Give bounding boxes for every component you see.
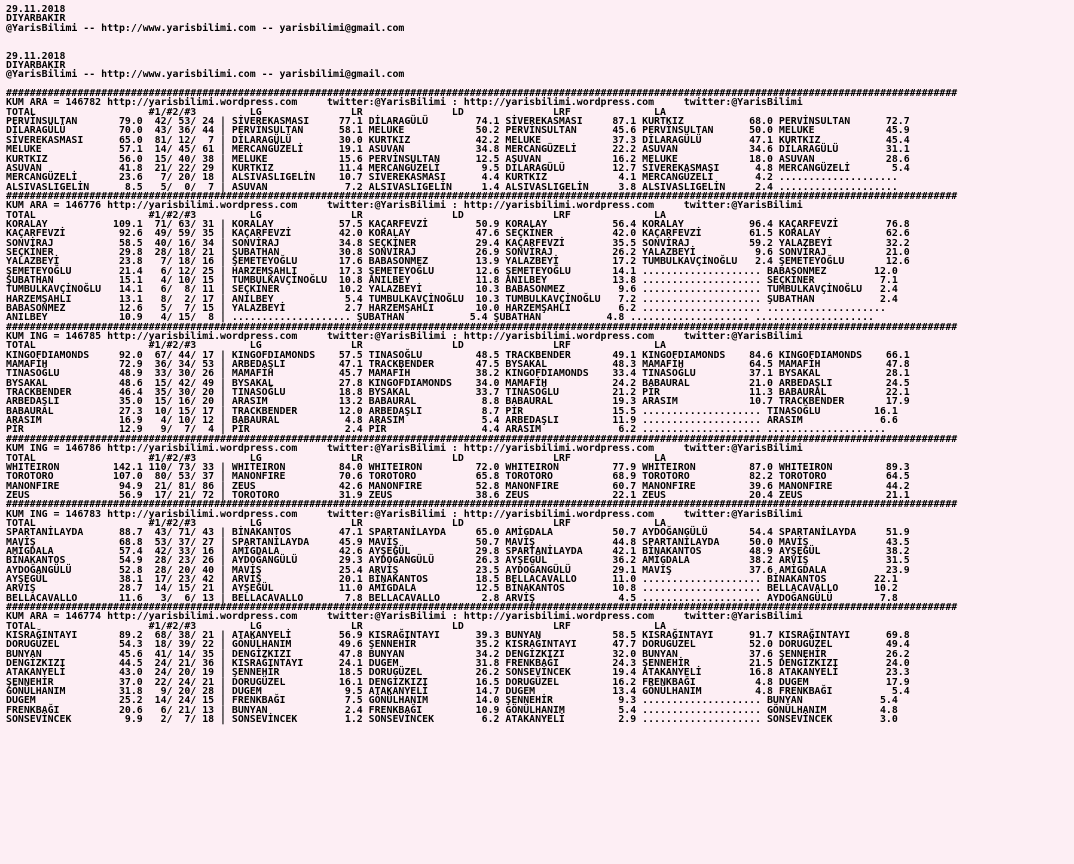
result-row: TUMBULKAVÇİNOĞLU 14.1 6/ 8/ 11 | SEÇKİNER 10.2 YALAZBEYİ 10.3 BABASONMEZ 9.6 .................... TUMBULKAVÇİNOĞLU 2.4 — [6, 284, 898, 296]
result-row: ŞEMETEYOĞLU 21.4 6/ 12/ 25 | HARZEMŞAHLI 17.3 ŞEMETEYOĞLU 12.6 ŞEMETEYOĞLU 14.1 .................... BABASONMEZ 12.0 — [6, 265, 898, 277]
result-row: MAMAFİH 72.9 36/ 34/ 53 | ARBEDAŞLI 47.1 TRACKBENDER 47.5 BYSAKAL 48.3 MAMAFİH 64.5 MAMAFİH 47.8 — [6, 359, 910, 371]
result-row: ARVİŞ 28.7 14/ 15/ 21 | AYŞEGÜL 11.0 AMİGDALA 12.5 BİNAKANTOS 10.8 .................... BELLACAVALLO 10.2 — [6, 583, 898, 595]
result-row: AYDOĞANGÜLÜ 52.8 28/ 20/ 40 | MAVİŞ 25.4 ARVİŞ 23.5 AYDOĞANGÜLÜ 29.1 MAVİŞ 37.6 AMİGDALA 23.9 — [6, 564, 910, 576]
result-row: PİR 12.9 9/ 7/ 4 | PİR 2.4 PİR 4.4 ARASIM 6.2 .................... .................... — [6, 424, 886, 436]
result-row: KURTKIZ 56.0 15/ 40/ 38 | MELUKE 15.6 PERVİNSULTAN 12.5 ASUVAN 16.2 MELUKE 18.0 ASUVAN 28.6 — [6, 153, 910, 165]
result-row: MAVİŞ 68.8 53/ 37/ 27 | SPARTANİLAYDA 45.9 MAVİŞ 50.7 MAVİŞ 44.8 SPARTANİLAYDA 50.0 MAVİŞ 43.5 — [6, 536, 910, 548]
result-row: FRENKBAĞI 20.6 6/ 21/ 13 | BUNYAN 2.4 FRENKBAĞI 10.9 GÖNÜLHANIM 5.4 .................... GÖNÜLHANIM 4.8 — [6, 704, 898, 716]
result-row: ZEUS 56.9 17/ 21/ 72 | TOROTORO 31.9 ZEUS 38.6 ZEUS 22.1 ZEUS 20.4 ZEUS 21.1 — [6, 489, 910, 501]
separator-line: ################################################################################################################################################################ — [6, 499, 958, 511]
result-row: MANONFIRE 94.9 21/ 81/ 86 | ZEUS 42.6 MANONFIRE 52.8 MANONFIRE 60.7 MANONFIRE 39.6 MANONFIRE 44.2 — [6, 480, 910, 492]
result-row: KAÇARFEVZİ 92.6 49/ 59/ 35 | KAÇARFEVZİ 42.0 KORALAY 47.6 SEÇKİNER 42.0 KAÇARFEVZİ 61.5 KORALAY 62.6 — [6, 228, 910, 240]
separator-line: ################################################################################################################################################################ — [6, 190, 958, 202]
result-row: BELLACAVALLO 11.6 3/ 6/ 13 | BELLACAVALLO 7.8 BELLACAVALLO 2.8 ARVİŞ 4.5 .................... AYDOĞANGÜLÜ 7.8 — [6, 592, 898, 604]
result-row: SONVİRAJ 58.5 40/ 16/ 34 | SONVİRAJ 34.8 SEÇKİNER 29.4 KAÇARFEVZİ 35.5 SONVİRAJ 59.2 YALAZBEYİ 32.2 — [6, 237, 910, 249]
column-header: TOTAL #1/#2/#3 LG LR LD LRF LA — [6, 340, 666, 352]
result-row: SPARTANİLAYDA 88.7 43/ 71/ 43 | BİNAKANTOS 47.1 SPARTANİLAYDA 65.0 AMİGDALA 50.7 AYDOĞANGÜLÜ 54.4 SPARTANİLAYDA 51.9 — [6, 527, 910, 539]
result-row: ASUVAN 41.8 21/ 22/ 29 | KURTKIZ 11.4 MERCANGÜZELİ 9.5 DİLARAGÜLÜ 12.7 SİVEREKASMASI 4.8 MERCANGÜZELİ 5.4 — [6, 162, 910, 174]
result-row: SEÇKİNER 29.8 28/ 18/ 21 | ŞUBATHAN 30.8 SONVİRAJ 26.9 SONVİRAJ 26.2 YALAZBEYİ 9.6 SONVİRAJ 21.0 — [6, 246, 910, 258]
text-line: 29.11.2018 — [6, 5, 66, 15]
result-row: AYŞEGÜL 38.1 17/ 23/ 42 | ARVİŞ 20.1 BİNAKANTOS 18.5 BELLACAVALLO 11.0 .................... BİNAKANTOS 22.1 — [6, 573, 898, 585]
result-row: DENGİZKIZI 44.5 24/ 21/ 36 | KISRAĞINTAYI 24.1 DUGEM 31.8 FRENKBAĞI 24.3 ŞENNEHİR 21.5 DENGİZKIZI 24.0 — [6, 658, 910, 670]
column-header: TOTAL #1/#2/#3 LG LR LD LRF LA — [6, 209, 666, 221]
result-row: TRACKBENDER 46.4 35/ 30/ 20 | TINASOĞLU 18.8 BYSAKAL 33.7 TINASOĞLU 21.2 PİR 11.3 BABAURAL 22.1 — [6, 387, 910, 399]
result-row: KINGOFDIAMONDS 92.0 67/ 44/ 17 | KINGOFDIAMONDS 57.5 TINASOĞLU 48.5 TRACKBENDER 49.1 KINGOFDIAMONDS 84.6 KINGOFDIAMONDS 66.1 — [6, 349, 910, 361]
race-header: KUM ING = 146783 http://yarisbilimi.wordpress.com twitter:@YarisBilimi : http://yarisbilimi.wordpress.com twitter:@YarisBilimi — [6, 508, 803, 520]
text-line: @YarisBilimi -- http://www.yarisbilimi.com -- yarisbilimi@gmail.com — [6, 69, 405, 81]
result-row: BYSAKAL 48.6 15/ 42/ 49 | BYSAKAL 27.8 KINGOFDIAMONDS 34.0 MAMAFİH 24.2 BABAURAL 21.0 ARBEDAŞLI 24.5 — [6, 377, 910, 389]
result-row: KISRAĞINTAYI 89.2 68/ 38/ 21 | ATAKANYELİ 56.9 KISRAĞINTAYI 39.3 BUNYAN 58.5 KISRAĞINTAYI 91.7 KISRAĞINTAYI 69.8 — [6, 630, 910, 642]
result-row: BİNAKANTOS 54.9 28/ 23/ 26 | AYDOĞANGÜLÜ 29.3 AYDOĞANGÜLÜ 26.3 AYŞEGÜL 36.2 AMİGDALA 38.2 ARVİŞ 31.5 — [6, 555, 910, 567]
race-header: KUM ARA = 146774 http://yarisbilimi.wordpress.com twitter:@YarisBilimi : http://yarisbilimi.wordpress.com twitter:@YarisBilimi — [6, 611, 803, 623]
result-row: BABASONMEZ 12.6 5/ 7/ 15 | YALAZBEYİ 2.7 HARZEMŞAHLI 10.0 HARZEMŞAHLI 6.2 .................... .................... — [6, 303, 886, 314]
result-row: YALAZBEYİ 23.8 7/ 18/ 16 | ŞEMETEYOĞLU 17.6 BABASONMEZ 13.9 YALAZBEYİ 17.2 TUMBULKAVÇİNOĞLU 2.4 ŞEMETEYOĞLU 12.6 — [6, 256, 910, 268]
result-row: TINASOĞLU 48.9 33/ 30/ 26 | MAMAFİH 45.7 MAMAFİH 38.2 KINGOFDIAMONDS 33.4 TINASOĞLU 37.1 BYSAKAL 28.1 — [6, 368, 910, 380]
result-row: ARBEDAŞLI 35.0 15/ 16/ 20 | ARASIM 13.2 BABAURAL 8.8 BABAURAL 19.3 ARASIM 10.7 TRACKBENDER 17.9 — [6, 396, 910, 408]
result-row: ALSIVASLIGELİN 8.5 5/ 0/ 7 | ASUVAN 7.2 ALSIVASLIGELİN 1.4 ALSIVASLIGELİN 3.8 ALSIVASLIGELİN 2.4 .................... — [6, 181, 898, 193]
document-text — [6, 5, 1072, 724]
result-row: BABAURAL 27.3 10/ 15/ 17 | TRACKBENDER 12.0 ARBEDAŞLI 8.7 PİR 15.5 .................... TINASOĞLU 16.1 — [6, 405, 898, 417]
result-row: DİLARAGÜLÜ 70.0 43/ 36/ 44 | PERVİNSULTAN 58.1 MELUKE 50.2 PERVİNSULTAN 45.6 PERVİNSULTAN 50.0 MELUKE 45.9 — [6, 125, 910, 137]
result-row: KORALAY 109.1 71/ 63/ 31 | KORALAY 57.5 KAÇARFEVZİ 50.9 KORALAY 56.4 KORALAY 96.4 KAÇARFEVZİ 76.8 — [6, 218, 910, 230]
result-row: AMİGDALA 57.4 42/ 33/ 16 | AMİGDALA 42.6 AYŞEGÜL 29.8 SPARTANİLAYDA 42.1 BİNAKANTOS 48.9 AYŞEGÜL 38.2 — [6, 545, 910, 557]
result-row: ARASIM 16.9 4/ 10/ 12 | BABAURAL 4.8 ARASIM 5.4 ARBEDAŞLI 11.9 .................... ARASIM 6.6 — [6, 415, 898, 427]
result-row: GÖNÜLHANIM 31.8 9/ 20/ 28 | DUGEM 9.5 ATAKANYELİ 14.7 DUGEM 13.4 GÖNÜLHANIM 4.8 FRENKBAĞI 5.4 — [6, 686, 910, 698]
result-row: PERVİNSULTAN 79.0 42/ 53/ 24 | SİVEREKASMASI 77.1 DİLARAGÜLÜ 74.1 SİVEREKASMASI 87.1 KURTKIZ 68.0 PERVİNSULTAN 72.7 — [6, 116, 910, 128]
result-row: DUGEM 25.2 14/ 24/ 15 | FRENKBAĞI 7.5 GÖNÜLHANIM 14.0 ŞENNEHİR 9.3 .................... BUNYAN 5.4 — [6, 695, 898, 707]
result-row: TOROTORO 107.0 80/ 53/ 37 | MANONFIRE 70.6 TOROTORO 65.8 TOROTORO 68.9 TOROTORO 82.2 TOROTORO 64.5 — [6, 471, 910, 483]
race-header: KUM ARA = 146776 http://yarisbilimi.wordpress.com twitter:@YarisBilimi : http://yarisbilimi.wordpress.com twitter:@YarisBilimi — [6, 200, 803, 212]
column-header: TOTAL #1/#2/#3 LG LR LD LRF LA — [6, 517, 666, 529]
race-header: KUM ING = 146786 http://yarisbilimi.wordpress.com twitter:@YarisBilimi : http://yarisbilimi.wordpress.com twitter:@YarisBilimi — [6, 443, 803, 455]
race-header: KUM ARA = 146782 http://yarisbilimi.wordpress.com twitter:@YarisBilimi : http://yarisbilimi.wordpress.com twitter:@YarisBilimi — [6, 97, 803, 109]
column-header: TOTAL #1/#2/#3 LG LR LD LRF LA — [6, 106, 666, 118]
result-row: MERCANGÜZELİ 23.6 7/ 20/ 18 | ALSIVASLIGELİN 10.7 SİVEREKASMASI 4.4 KURTKIZ 4.1 MERCANGÜZELİ 4.2 .................... — [6, 172, 898, 184]
result-row: HARZEMŞAHLI 13.1 8/ 2/ 17 | ANILBEY 5.4 TUMBULKAVÇİNOĞLU 10.3 TUMBULKAVÇİNOĞLU 7.2 .................... ŞUBATHAN 2.4 — [6, 293, 898, 305]
result-row: DORUGÜZEL 54.3 18/ 39/ 22 | GÖNÜLHANIM 49.6 ŞENNEHİR 35.2 KISRAĞINTAYI 47.7 DORUGÜZEL 52.0 DORUGÜZEL 49.4 — [6, 639, 910, 651]
column-header: TOTAL #1/#2/#3 LG LR LD LRF LA — [6, 620, 666, 632]
result-row: ŞUBATHAN 15.1 4/ 10/ 15 | TUMBULKAVÇİNOĞLU 10.8 ANILBEY 11.8 ANILBEY 13.8 .................... SEÇKİNER 7.1 — [6, 274, 898, 286]
text-line: DIYARBAKIR — [6, 60, 66, 72]
result-row: BUNYAN 45.6 41/ 14/ 35 | DENGİZKIZI 47.8 BUNYAN 34.2 DENGİZKIZI 32.0 BUNYAN 37.6 ŞENNEHİR 26.2 — [6, 648, 910, 660]
separator-line: ################################################################################################################################################################ — [6, 88, 958, 100]
separator-line: ################################################################################################################################################################ — [6, 321, 958, 333]
text-line: DIYARBAKIR — [6, 13, 66, 25]
result-row: SONSEVİNCEK 9.9 2/ 7/ 18 | SONSEVİNCEK 1.2 SONSEVİNCEK 6.2 ATAKANYELİ 2.9 .................... SONSEVİNCEK 3.0 — [6, 714, 898, 726]
result-row: ATAKANYELİ 43.0 24/ 20/ 19 | ŞENNEHİR 18.5 DORUGÜZEL 26.2 SONSEVİNCEK 19.4 ATAKANYELİ 16.8 ATAKANYELİ 23.3 — [6, 667, 910, 679]
results-document — [6, 5, 1072, 863]
text-line: 29.11.2018 — [6, 50, 66, 62]
result-row: WHITEIRON 142.1 110/ 73/ 33 | WHITEIRON 84.0 WHITEIRON 72.0 WHITEIRON 77.9 WHITEIRON 87.0 WHITEIRON 89.3 — [6, 461, 910, 473]
result-row: MELUKE 57.1 14/ 45/ 61 | MERCANGÜZELİ 19.1 ASUVAN 34.8 MERCANGÜZELİ 22.2 ASUVAN 34.6 DİLARAGÜLÜ 31.1 — [6, 144, 910, 156]
column-header: TOTAL #1/#2/#3 LG LR LD LRF LA — [6, 452, 666, 464]
result-row: SİVEREKASMASI 65.0 81/ 12/ 7 | DİLARAGÜLÜ 30.0 KURTKIZ 42.2 MELUKE 37.3 DİLARAGÜLÜ 47.1 KURTKIZ 45.4 — [6, 134, 910, 146]
result-row: ANILBEY 10.9 4/ 15/ 8 | .................... ŞUBATHAN 5.4 ŞUBATHAN 4.8 .................... .................... — [6, 312, 875, 324]
race-header: KUM ING = 146785 http://yarisbilimi.wordpress.com twitter:@YarisBilimi : http://yarisbilimi.wordpress.com twitter:@YarisBilimi — [6, 331, 803, 343]
separator-line: ################################################################################################################################################################ — [6, 433, 958, 445]
separator-line: ################################################################################################################################################################ — [6, 602, 958, 613]
text-line: @YarisBilimi -- http://www.yarisbilimi.com -- yarisbilimi@gmail.com — [6, 22, 405, 34]
result-row: ŞENNEHİR 37.0 22/ 24/ 21 | DORUGÜZEL 16.1 DENGİZKIZI 16.5 DORUGÜZEL 16.2 FRENKBAĞI 4.8 DUGEM 17.9 — [6, 676, 910, 688]
